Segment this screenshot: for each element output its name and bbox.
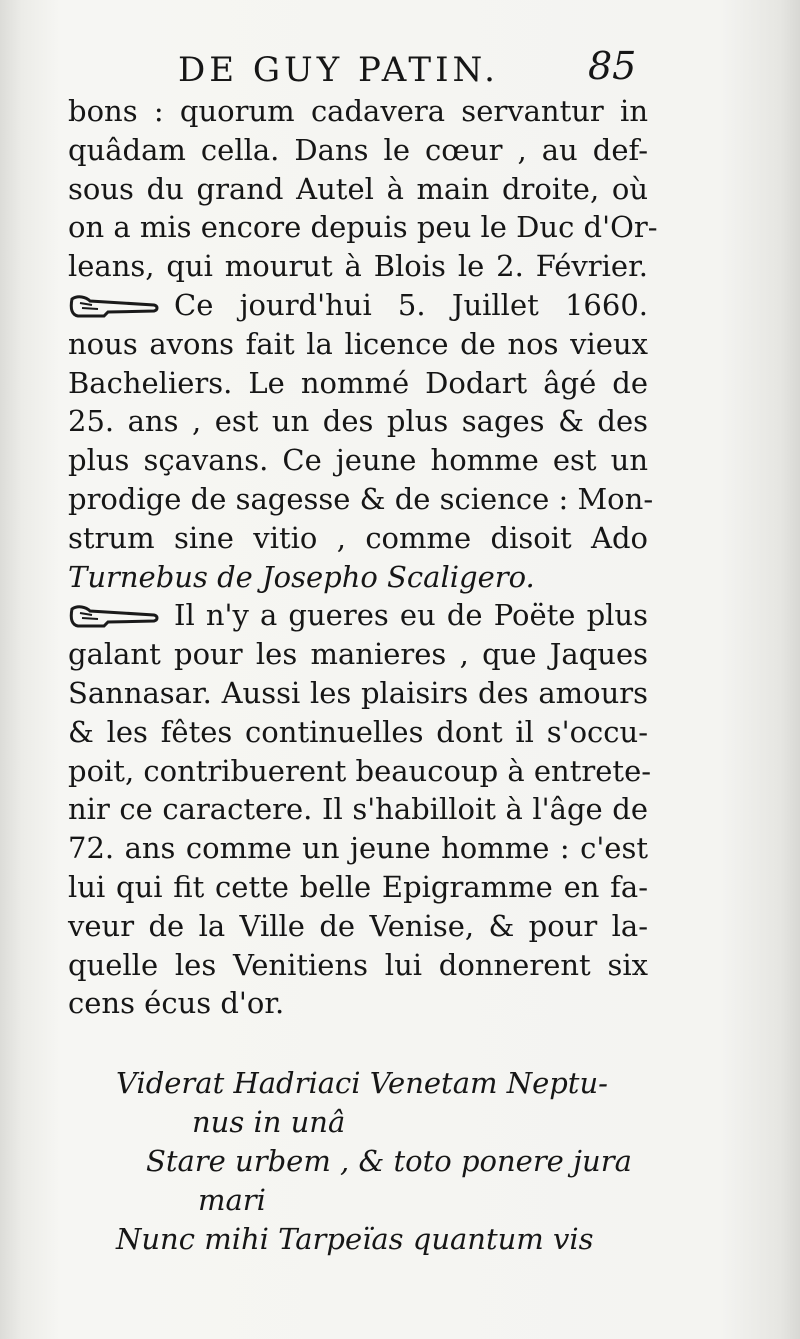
text-line: on a mis encore depuis peu le Duc d'Or- — [68, 210, 658, 245]
pointing-hand-icon — [68, 293, 160, 319]
text-line: galant pour les manieres , que Jaques — [68, 637, 648, 672]
text-line: Il n'y a gueres eu de Poëte plus — [68, 596, 648, 635]
text-line: poit, contribuerent beaucoup à entrete- — [68, 753, 652, 788]
text-line: Ce jourd'hui 5. Juillet 1660. — [68, 286, 648, 325]
text-line: 25. ans , est un des plus sages & des — [68, 404, 648, 439]
text-line: sous du grand Autel à main droite, où — [68, 171, 648, 206]
body-text — [68, 92, 658, 1023]
text-line: Turnebus de Josepho Scaligero. — [68, 559, 535, 594]
text-line: cens écus d'or. — [68, 986, 285, 1021]
running-title: DE GUY PATIN. — [178, 50, 499, 90]
text-line: lui qui fit cette belle Epigramme en fa- — [68, 869, 648, 904]
text-line: plus sçavans. Ce jeune homme est un — [68, 443, 648, 478]
text-line: leans, qui mourut à Blois le 2. Février. — [68, 249, 648, 284]
text-line: quâdam cella. Dans le cœur , au def- — [68, 132, 648, 167]
text-line: Bacheliers. Le nommé Dodart âgé de — [68, 365, 648, 400]
latin-epigram — [116, 1064, 676, 1259]
text-line: nir ce caractere. Il s'habilloit à l'âge de — [68, 792, 648, 827]
text-line: nous avons fait la licence de nos vieux — [68, 326, 648, 361]
text-line: 72. ans comme un jeune homme : c'est — [68, 831, 648, 866]
verse-line: Viderat Hadriaci Venetam Neptu- — [116, 1066, 608, 1100]
page-header — [0, 44, 800, 94]
text-line: veur de la Ville de Venise, & pour la- — [68, 908, 648, 943]
text-line: quelle les Venitiens lui donnerent six — [68, 947, 648, 982]
verse-line: nus in unâ — [192, 1105, 346, 1139]
text-line: strum sine vitio , comme disoit Ado — [68, 520, 648, 555]
text-line: bons : quorum cadavera servantur in — [68, 94, 648, 128]
pointing-hand-icon — [68, 603, 160, 629]
verse-line: Stare urbem , & toto ponere jura — [146, 1144, 632, 1178]
text-line: prodige de sagesse & de science : Mon- — [68, 481, 654, 516]
verse-line: Nunc mihi Tarpeïas quantum vis — [116, 1222, 594, 1256]
page-number: 85 — [588, 44, 637, 88]
verse-line: mari — [198, 1183, 266, 1217]
text-line: Sannasar. Aussi les plaisirs des amours — [68, 675, 648, 710]
text-line: & les fêtes continuelles dont il s'occu- — [68, 714, 648, 749]
